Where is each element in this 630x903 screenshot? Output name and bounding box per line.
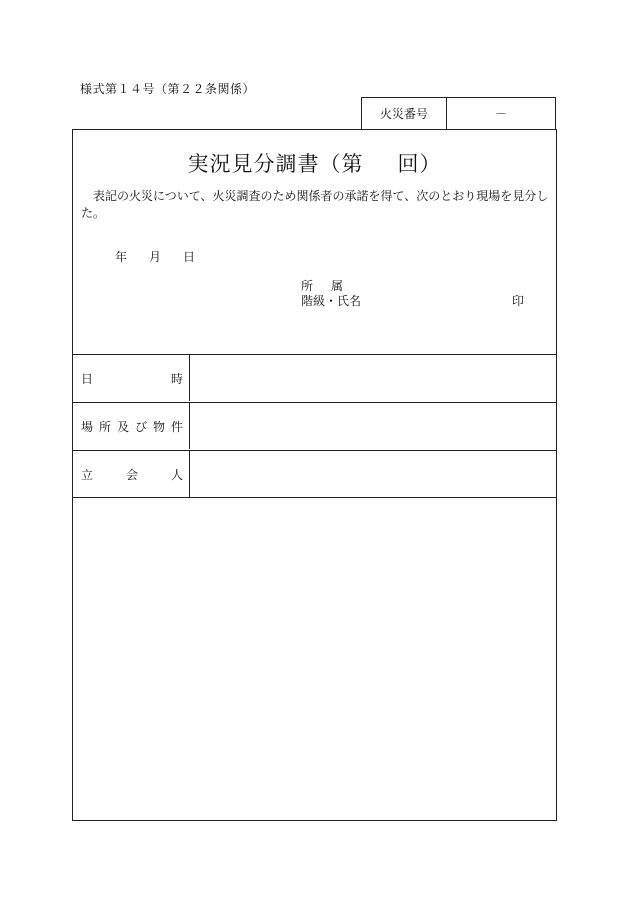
row-witness [73, 450, 556, 497]
row-datetime-value[interactable] [190, 355, 556, 401]
inspection-report-form [72, 129, 557, 821]
row-witness-char: 人 [170, 467, 183, 482]
row-place-value[interactable] [190, 403, 556, 449]
row-datetime-char: 時 [170, 371, 183, 386]
fire-number-label: 火災番号 [362, 98, 447, 129]
row-place-char: 及 [116, 419, 129, 434]
row-witness-char: 会 [125, 467, 138, 482]
row-place-label [73, 403, 190, 449]
date-year-label: 年 [115, 250, 128, 264]
row-place-char: 所 [98, 419, 111, 434]
form-number: 様式第１４号（第２２条関係） [80, 82, 256, 96]
row-place-char: 場 [81, 419, 94, 434]
row-place-char: 件 [170, 419, 183, 434]
row-datetime-label [73, 355, 190, 401]
row-witness-value[interactable] [190, 451, 556, 497]
row-place-char: 物 [152, 419, 165, 434]
row-witness-label [73, 451, 190, 497]
row-witness-char: 立 [81, 467, 94, 482]
row-datetime [73, 354, 556, 401]
inspection-details-area[interactable] [73, 497, 556, 820]
document-title-main: 実況見分調書（第 [187, 152, 364, 176]
intro-text: 表記の火災について、火災調査のため関係者の承諾を得て、次のとおり現場を見分した。 [81, 189, 549, 220]
fire-number-value[interactable]: － [494, 107, 507, 121]
document-title [73, 148, 556, 178]
date-day-label: 日 [183, 250, 196, 264]
affiliation-label: 所属 [301, 279, 362, 293]
row-place-and-property [73, 402, 556, 449]
seal-label: 印 [512, 294, 525, 308]
document-title-close: 回） [397, 152, 442, 176]
date-line [115, 248, 195, 265]
fire-number-box [361, 97, 556, 129]
date-month-label: 月 [149, 250, 162, 264]
row-place-char: び [134, 419, 147, 434]
row-datetime-char: 日 [81, 371, 94, 386]
rank-name-label: 階級・氏名 [301, 294, 362, 308]
